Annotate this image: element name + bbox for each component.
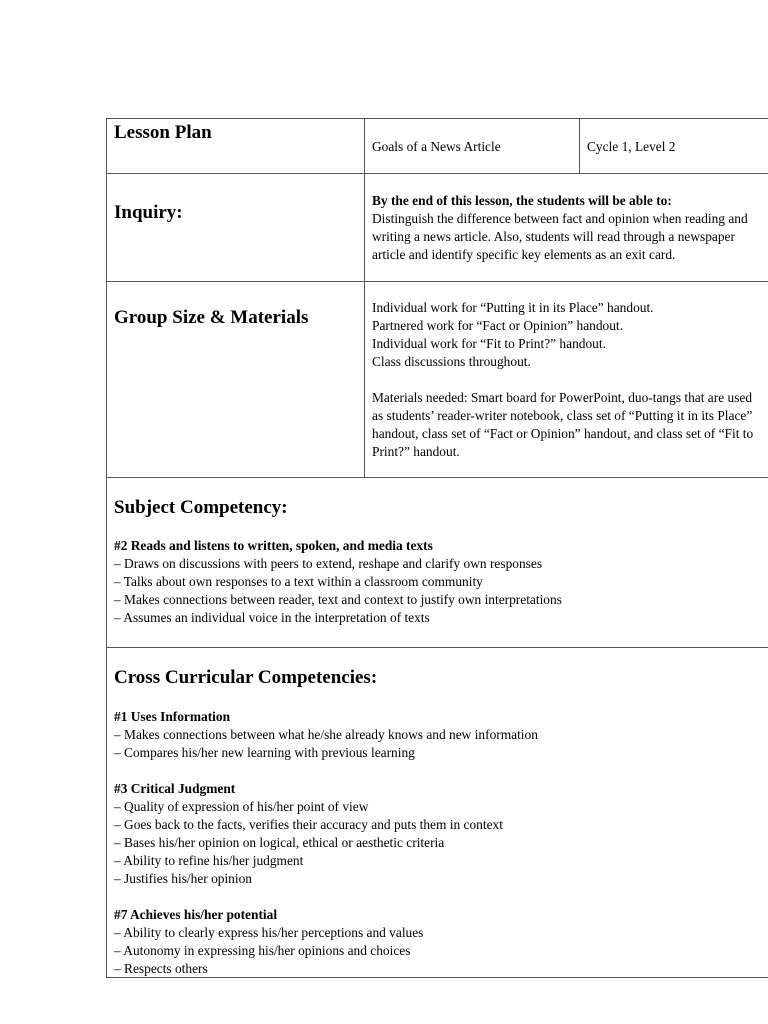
- lesson-plan-title: Lesson Plan: [114, 122, 212, 143]
- subject-text: [114, 537, 562, 627]
- cross-item: – Ability to refine his/her judgment: [114, 853, 304, 868]
- subject-item: – Draws on discussions with peers to extend, reshape and clarify own responses: [114, 556, 543, 571]
- group-line: Class discussions throughout.: [372, 354, 531, 369]
- group-label-cell: [107, 281, 364, 477]
- cross-text: [114, 708, 538, 978]
- cross-item: – Bases his/her opinion on logical, ethical or aesthetic criteria: [114, 835, 445, 850]
- subject-item: – Makes connections between reader, text and context to justify own interpretations: [114, 592, 562, 607]
- cross-heading: Cross Curricular Competencies:: [114, 667, 378, 688]
- cross-item: – Ability to clearly express his/her perceptions and values: [114, 925, 424, 940]
- header-row: [107, 119, 768, 174]
- subject-heading: Subject Competency:: [114, 497, 288, 518]
- inquiry-line: article and identify specific key elements as an exit card.: [372, 247, 676, 262]
- group-line: Individual work for “Putting it in its Place” handout.: [372, 300, 654, 315]
- inquiry-label-cell: [107, 173, 364, 281]
- cross-item: – Compares his/her new learning with previous learning: [114, 745, 415, 760]
- cross-item: – Goes back to the facts, verifies their accuracy and puts them in context: [114, 817, 503, 832]
- group-line: Individual work for “Fit to Print?” handout.: [372, 336, 606, 351]
- cross-item: – Respects others: [114, 961, 208, 976]
- inquiry-line: Distinguish the difference between fact and opinion when reading and: [372, 211, 748, 226]
- cross-item: – Quality of expression of his/her point of view: [114, 799, 369, 814]
- cross-item: – Autonomy in expressing his/her opinions and choices: [114, 943, 411, 958]
- materials-line: Print?” handout.: [372, 444, 460, 459]
- group-content-cell: [364, 281, 768, 477]
- materials-line: Materials needed: Smart board for PowerPoint, duo-tangs that are used: [372, 390, 753, 405]
- group-line: Partnered work for “Fact or Opinion” handout.: [372, 318, 624, 333]
- cross-item: – Justifies his/her opinion: [114, 871, 252, 886]
- cross-group-title: #1 Uses Information: [114, 709, 231, 724]
- inquiry-heading: Inquiry:: [114, 202, 183, 223]
- cross-group-title: #7 Achieves his/her potential: [114, 907, 278, 922]
- group-text: [372, 299, 753, 461]
- subject-item: – Assumes an individual voice in the interpretation of texts: [114, 610, 430, 625]
- inquiry-lead: By the end of this lesson, the students will be able to:: [372, 193, 672, 208]
- subject-row: [107, 477, 768, 648]
- cross-group-title: #3 Critical Judgment: [114, 781, 236, 796]
- lesson-topic: Goals of a News Article: [372, 139, 501, 154]
- subject-item: – Talks about own responses to a text within a classroom community: [114, 574, 483, 589]
- inquiry-content-cell: [364, 173, 768, 281]
- inquiry-line: writing a news article. Also, students will read through a newspaper: [372, 229, 735, 244]
- group-heading: Group Size & Materials: [114, 307, 309, 328]
- lesson-level: Cycle 1, Level 2: [587, 139, 676, 154]
- materials-line: handout, class set of “Fact or Opinion” handout, and class set of “Fit to: [372, 426, 754, 441]
- subject-competency-title: #2 Reads and listens to written, spoken, and media texts: [114, 538, 433, 553]
- materials-line: as students’ reader-writer notebook, class set of “Putting it in its Place”: [372, 408, 753, 423]
- group-row: [107, 281, 768, 478]
- lesson-plan-table: [106, 118, 768, 978]
- inquiry-text: [372, 192, 748, 264]
- cross-item: – Makes connections between what he/she already knows and new information: [114, 727, 538, 742]
- cross-row: [107, 647, 768, 977]
- title-cell: [107, 119, 364, 173]
- level-cell: [579, 119, 768, 173]
- inquiry-row: [107, 173, 768, 282]
- topic-cell: [364, 119, 579, 173]
